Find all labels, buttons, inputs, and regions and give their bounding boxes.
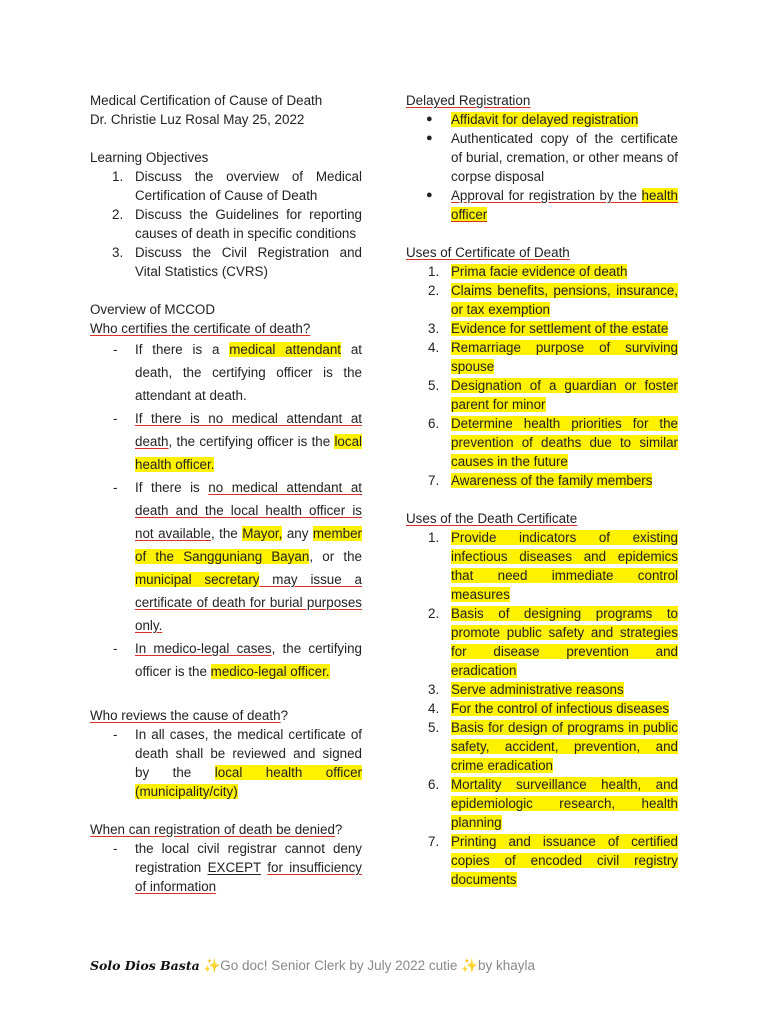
list-item: 2. Discuss the Guidelines for reporting causes of death in specific conditions (112, 207, 362, 241)
left-column (90, 91, 362, 896)
list-item: 7. Awareness of the family members (428, 473, 653, 488)
delayed-list (406, 110, 678, 224)
list-item: 1. Discuss the overview of Medical Certification of Cause of Death (112, 169, 362, 203)
document-title: Medical Certification of Cause of Death (90, 93, 323, 108)
list-item: 6. Mortality surveillance health, and epidemiologic research, health planning (428, 777, 678, 830)
sparkle-icon: ✨ (203, 958, 221, 973)
denied-list (90, 839, 362, 896)
list-item: 1. Provide indicators of existing infectious diseases and epidemics that need immediate control measures (428, 530, 678, 602)
list-item: 6. Determine health priorities for the prevention of deaths due to similar causes in the future (428, 416, 678, 469)
list-item: - the local civil registrar cannot deny registration EXCEPT for insufficiency of information (113, 841, 362, 894)
page-footer (90, 958, 535, 974)
list-item: ● Affidavit for delayed registration (426, 112, 639, 127)
uses-death-certificate-list (406, 528, 678, 889)
list-item: 3. Evidence for settlement of the estate (428, 321, 669, 336)
delayed-heading: Delayed Registration (406, 93, 531, 108)
right-column (406, 91, 678, 889)
list-item: 7. Printing and issuance of certified copies of encoded civil registry documents (428, 834, 678, 887)
list-item: - If there is no medical attendant at death and the local health officer is not available, the Mayor, any member of the Sangguniang Bayan, or the municipal secretary may issue a certificate of death for burial purposes only. (113, 480, 362, 633)
uses-certificate-heading: Uses of Certificate of Death (406, 245, 570, 260)
list-item: 5. Designation of a guardian or foster parent for minor (428, 378, 678, 412)
uses-certificate-list (406, 262, 678, 490)
footer-byline: by khayla (477, 958, 536, 973)
overview-heading: Overview of MCCOD (90, 302, 215, 317)
list-item: 1. Prima facie evidence of death (428, 264, 628, 279)
reviews-list (90, 725, 362, 801)
list-item: - In medico-legal cases, the certifying officer is the medico-legal officer. (113, 641, 362, 679)
denied-question: When can registration of death be denied? (90, 822, 343, 837)
list-item: 4. For the control of infectious diseases (428, 701, 670, 716)
author-date: Dr. Christie Luz Rosal May 25, 2022 (90, 112, 305, 127)
list-item: 4. Remarriage purpose of surviving spouse (428, 340, 678, 374)
list-item: - If there is no medical attendant at death, the certifying officer is the local health officer. (113, 411, 362, 472)
list-item: 3. Discuss the Civil Registration and Vital Statistics (CVRS) (112, 245, 362, 279)
list-item: - If there is a medical attendant at death, the certifying officer is the attendant at death. (113, 342, 362, 403)
reviews-question: Who reviews the cause of death? (90, 708, 289, 723)
list-item: 3. Serve administrative reasons (428, 682, 624, 697)
learning-objectives-heading: Learning Objectives (90, 150, 209, 165)
sparkle-icon: ✨ (461, 958, 478, 973)
list-item: 5. Basis for design of programs in public safety, accident, prevention, and crime eradication (428, 720, 678, 773)
certifier-list (90, 338, 362, 683)
uses-death-certificate-heading: Uses of the Death Certificate (406, 511, 578, 526)
list-item: 2. Basis of designing programs to promote public safety and strategies for disease prevention and eradication (428, 606, 678, 678)
list-item: ● Authenticated copy of the certificate of burial, cremation, or other means of corpse disposal (426, 131, 678, 184)
list-item: 2. Claims benefits, pensions, insurance, or tax exemption (428, 283, 678, 317)
list-item: ● Approval for registration by the health officer (426, 188, 678, 222)
footer-text: Go doc! Senior Clerk by July 2022 cutie (220, 958, 462, 973)
list-item: - In all cases, the medical certificate of death shall be reviewed and signed by the local health officer (municipality/city) (113, 727, 363, 799)
signature: Solo Dios Basta (90, 958, 200, 973)
certifier-question: Who certifies the certificate of death? (90, 321, 311, 336)
learning-objectives-list (90, 167, 362, 281)
